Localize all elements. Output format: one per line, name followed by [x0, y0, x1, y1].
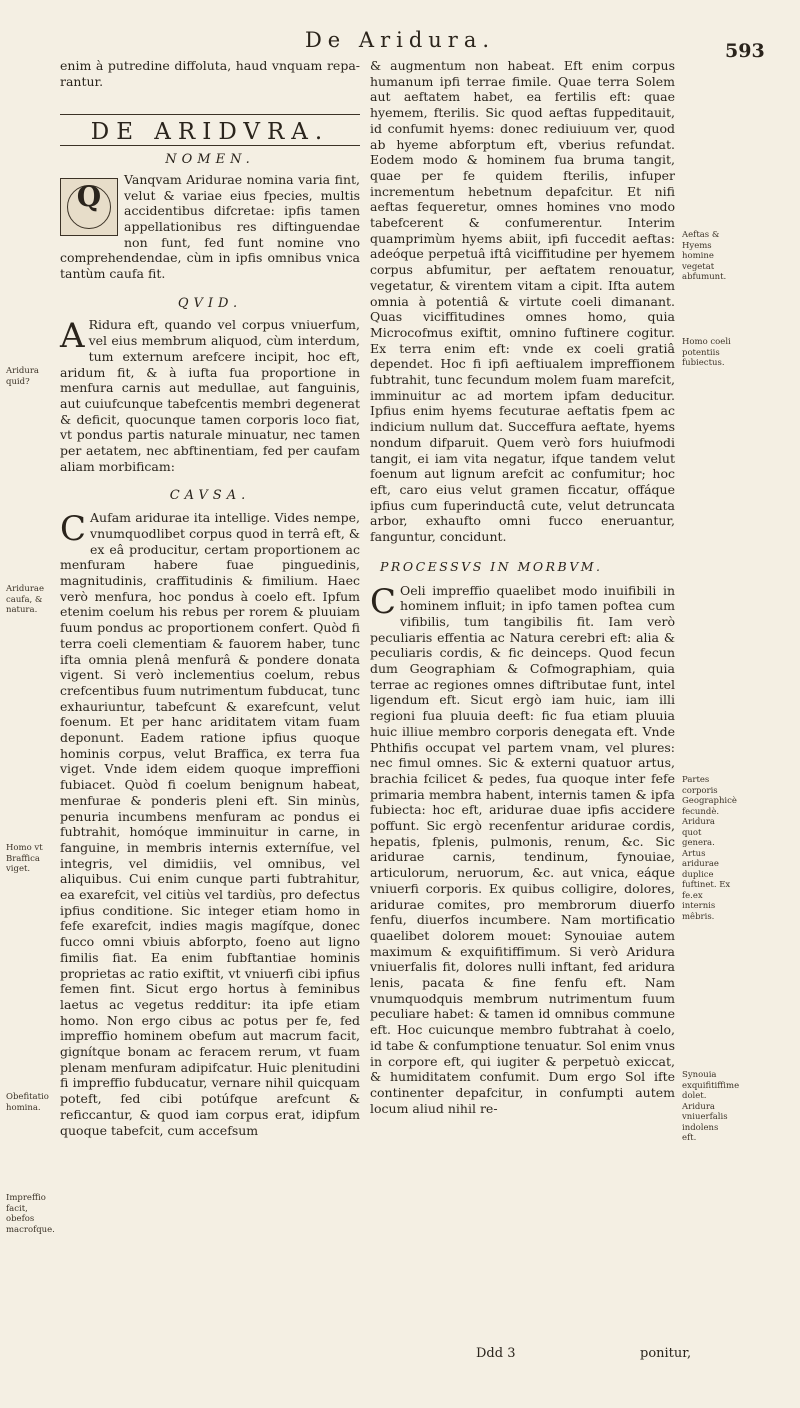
chapter-title: DE ARIDVRA.	[60, 114, 360, 146]
margin-note-left: Impreffio facit, obefos macrofque.	[6, 1193, 55, 1235]
quid-paragraph: Ridura eft, quando vel corpus vniuerfum, vel eius membrum aliquod, cùm interdum, tum externum arefcere incipit, hoc eft, aridum fit, & à iufta fua proportione in menfura carnis aut medullae, aut fanguinis, aut cuiufcunque tabefcentis membri degenerat & deficit, quocunque tamen corporis loco fiat, vt pondus partis naturale minuatur, nec tamen per aetatem, nec abftinentiam, fed per caufam aliam morbificam:	[60, 317, 360, 474]
margin-note-left: Aridura quid?	[6, 366, 39, 387]
ornamental-initial	[60, 178, 118, 236]
signature-mark: Ddd 3	[476, 1346, 516, 1361]
continuation-paragraph: & augmentum non habeat. Eft enim corpus humanum ipfi terrae fimile. Quae terra Solem aut aeftatem habet, ea fertilis eft: quae hyemem, fterilis. Sic quod aeftas fuppeditauit, id confumit hyems: donec rediuiuum ver, quod ab hyeme abforptum eft, vberius refundat. Eodem modo & hominem fua bruma tangit, quae per fe quidem fterilis, infuper incrementum hebetnum depafcitur. Et nifi aeftas fequeretur, omnes homines vno modo tabefcerent & confumerentur. Interim quamprimùm hyems abiit, ipfi fuccedit aeftas: adeóque perpetuâ iftâ viciffitudine per hyemem corpus abfumitur, per aeftatem renouatur, vegetatur, & virentem vitam a cipit. Ifta autem omnia à potentiâ & virtute coeli dimanant. Quas viciffitudines omnes homo, quia Microcofmus exiftit, omnino fuftinere cogitur. Ex terra enim eft: vnde ex coeli gratiâ dependet. Hoc fi ipfi aeftiualem impreffionem fubtrahit, tunc fecundum molem fuam marefcit, imminuitur ac ad mortem ipfam deducitur. Ipfius enim hyems fecuturae aeftatis fpem ac indicium nullum dat. Succeffura aeftate, hyems nondum difparuit. Quem verò fors huiufmodi tangit, ei iam vita negatur, ifque tandem velut foenum aut lignum arefcit ac confumitur; hoc eft, caro eius velut gramen ficcatur, offáque ipfius cum fuperinductâ cute, velut detruncata arbor, exhaufto omni fucco eneruantur, fanguntur, concidunt.	[370, 58, 675, 545]
right-column	[370, 58, 675, 1116]
left-column	[60, 58, 360, 1138]
margin-note-right: Synouia exquifitiffime dolet. Aridura vniuerfalis indolens eft.	[682, 1070, 740, 1143]
margin-note-right: Aeftas & Hyems homine vegetat abfumunt.	[682, 230, 727, 282]
section-heading-quid: QVID.	[177, 295, 243, 311]
catchword: ponitur,	[640, 1346, 692, 1361]
nomen-paragraph: Vanqvam Aridurae nomina varia fint, velut & variae eius fpecies, multis accidentibus difcretae: ipfis tamen appellationibus res diftinguendae non funt, fed funt nomine vno comprehendendae, cùm in ipfis omnibus vnica tantùm caufa fit.	[60, 171, 360, 282]
causa-paragraph: Aufam aridurae ita intellige. Vides nempe, vnumquodlibet corpus quod in terrâ eft, & ex eâ producitur, certam proportionem ac menfuram habere fuae pinguedinis, magnitudinis, craffitudinis & fimilium. Haec verò menfura, hoc pondus à coelo eft. Ipfum etenim coelum his rebus per rorem & pluuiam fuum pondus ac proportionem confert. Quòd fi terra coeli clementiam & fauorem haber, tunc ifta omnia plenâ menfurâ & pondere donata vigent. Si verò inclementius coelum, rebus crefcentibus fuum nutrimentum fubducat, tunc exhauriuntur, tabefcunt & exarefcunt, velut foenum. Et per hanc ariditatem vitam fuam deponunt. Eadem ratione ipfius quoque hominis corpus, velut Braffica, ex terra fua viget. Vnde idem eidem quoque impreffioni fubiacet. Quòd fi coelum benignum habeat, menfurae & ponderis pleni eft. Sin minùs, penuria incumbens menfuram ac pondus ei fubtrahit, homóque imminuitur in carne, in fanguine, in membris internis externífue, vel integris, vel dimidiis, vel omnibus, vel aliquibus. Cui enim cunque parti fubtrahitur, ea exarefcit, vel citiùs vel tardiùs, pro defectus ipfius conditione. Sic integer etiam homo in fefe exarefcit, indies magis magífque, donec fucco omni vbiuis abforpto, foeno aut ligno fimilis fiat. Ea enim fubftantiae hominis proprietas ac ratio exiftit, vt vniuerfi cibi ipfius femen fint. Sicut ergo hortus à feminibus laetus ac vegetus redditur: ita ipfe etiam homo. Non ergo cibus ac potus per fe, fed impreffio hominem obefum aut macrum facit, gignítque bonam ac feracem rerum, vt fuam plenam menfuram adipifcatur. Huic plenitudini fi impreffio fubducatur, vernare nihil quicquam poteft, fed cibi potúfque arefcunt & reficcantur, & quod iam corpus erat, idipfum quoque tabefcit, cum accefsum	[60, 510, 360, 1138]
margin-note-right: Partes corporis Geographicè fecundè. Aridura quot genera. Artus aridurae duplice fuftinet. Ex fe.ex internis mêbris.	[682, 775, 737, 922]
section-heading-nomen: NOMEN.	[165, 152, 255, 168]
margin-note-left: Aridurae caufa, & natura.	[6, 584, 44, 615]
drop-cap: C	[370, 581, 397, 622]
running-head: De Aridura.	[304, 28, 496, 52]
margin-note-left: Obefitatio homina.	[6, 1092, 49, 1113]
initial-letter: Q	[76, 179, 102, 213]
margin-note-right: Homo coeli potentiis fubiectus.	[682, 337, 731, 368]
drop-cap: C	[60, 509, 87, 550]
processus-paragraph: Oeli impreffio quaelibet modo inuifibili in hominem influit; in ipfo tamen poftea cum vifibilis, tum tangibilis fit. Iam verò peculiaris effentia ac Natura cerebri eft: alia & peculiaris cordis, & fic deinceps. Quod fecun dum Geographiam & Cofmographiam, quia terrae ac regiones omnes diftributae funt, intel ligendum eft. Sicut ergò iam huic, iam illi regioni fua pluuia deeft: fic fua etiam pluuia huic illiue membro corporis denegata eft. Vnde Phthifis occupat vel partem vnam, vel plures: nec fimul omnes. Sic & externi quatuor artus, brachia fcilicet & pedes, fua quoque inter fefe primaria membra habent, internis tamen & ipfa fubiecta: hoc eft, aridurae duae ipfis accidere poffunt. Sic ergò recenfentur aridurae cordis, hepatis, fplenis, pulmonis, renum, &c. Sic aridurae carnis, tendinum, fynouiae, articulorum, neruorum, &c. aut vnica, eáque vniuerfi corporis. Ex quibus colligire, dolores, aridurae comites, pro membrorum diuerfo fenfu, diuerfos incumbere. Nam mortificatio quaelibet dolorem mouet: Synouiae autem maximum & exquifitiffimum. Si verò Aridura vniuerfalis fit, dolores nulli inftant, fed aridura lenis, pacata & fine fenfu eft. Nam vnumquodquis membrum nutrimentum fuum peculiare habet: & tamen id omnibus commune eft. Hoc cuicunque membro fubtrahat à coelo, id tabe & confumptione tenuatur. Sol enim vnus in corpore eft, qui iugiter & perpetuò exiccat, & humiditatem confumit. Dum ergo Sol ifte continenter depafcitur, in confumpti autem locum aliud nihil re-	[370, 582, 675, 1116]
margin-note-left: Homo vt Braffica viget.	[6, 843, 43, 874]
section-heading-processus: PROCESSVS IN MORBVM.	[380, 558, 603, 574]
page-number: 593	[725, 40, 765, 62]
section-heading-causa: CAVSA.	[169, 488, 251, 504]
opening-lines: enim à putredine diffoluta, haud vnquam repa-rantur.	[60, 58, 360, 89]
drop-cap: A	[60, 316, 85, 357]
